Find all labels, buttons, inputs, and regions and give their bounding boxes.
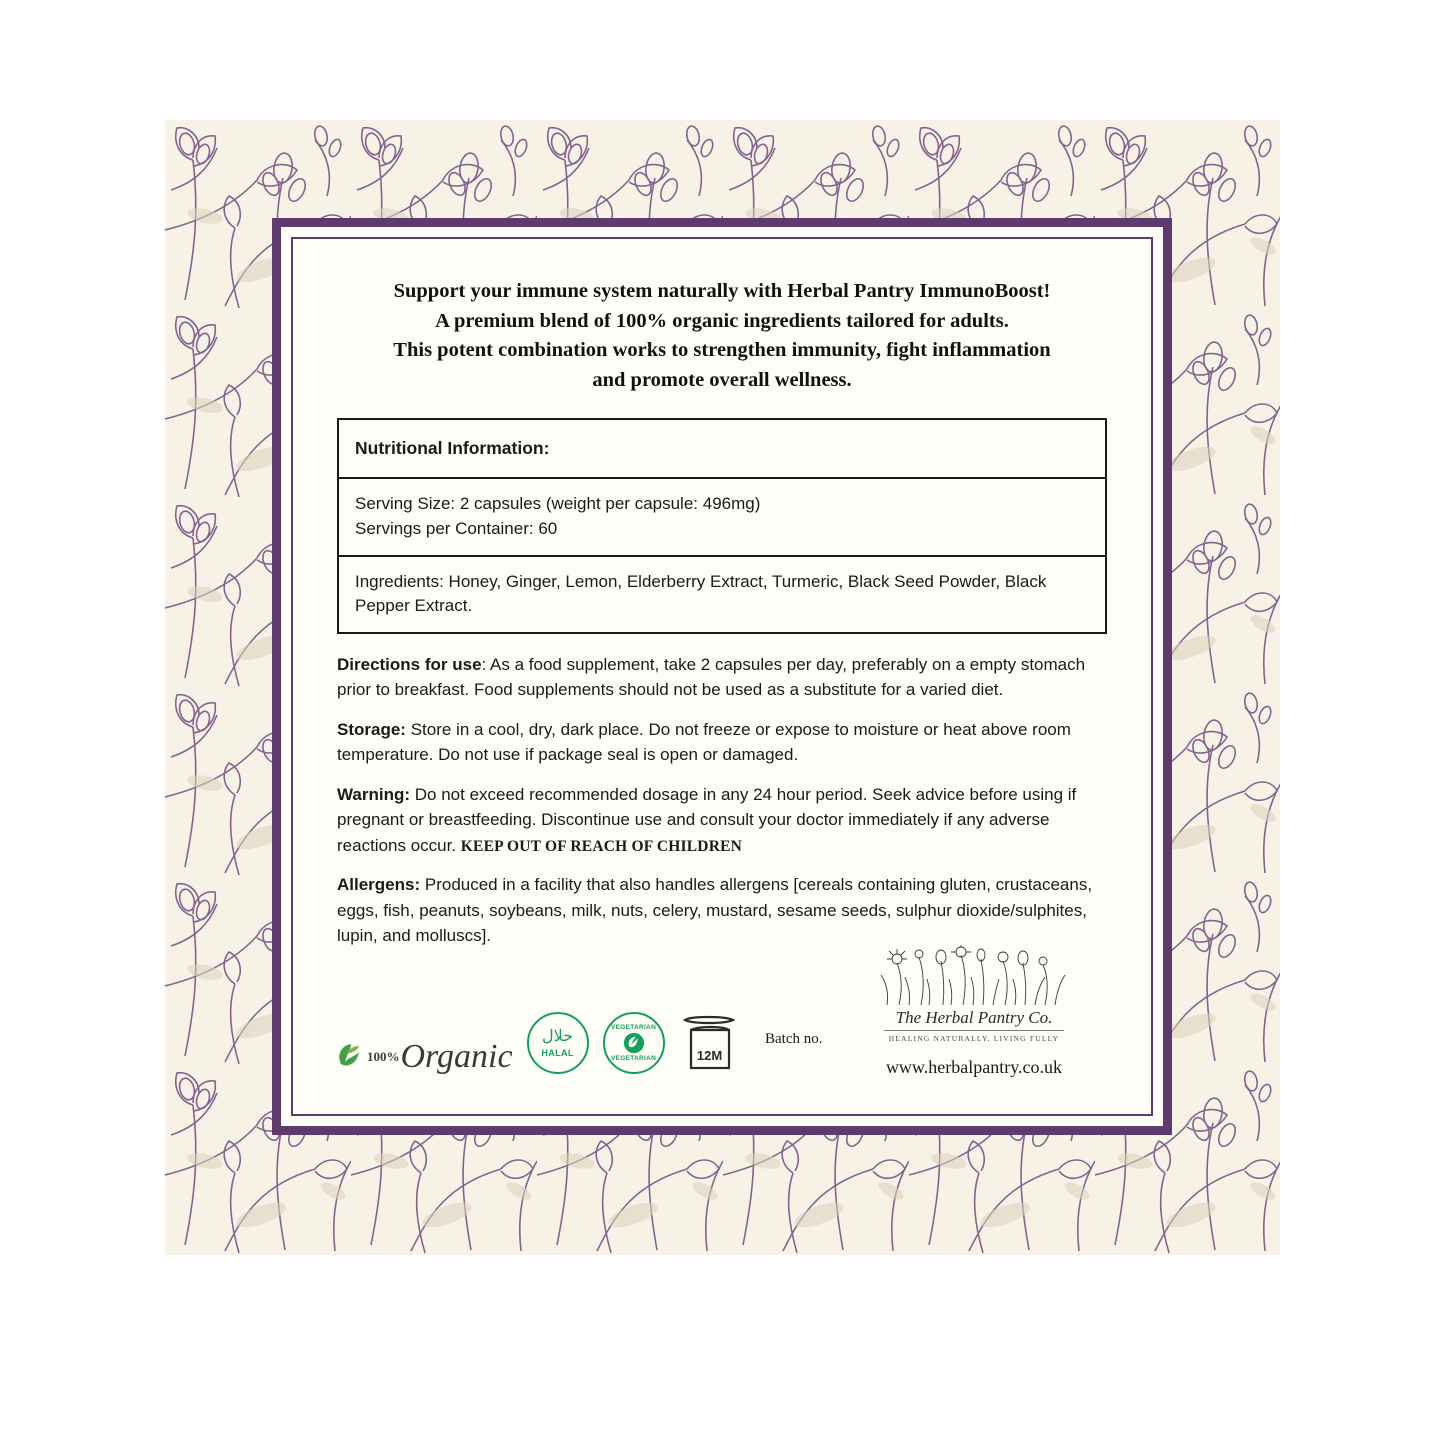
certification-badges — [335, 1012, 741, 1074]
nutritional-information-table — [337, 418, 1107, 634]
organic-badge — [335, 1040, 513, 1074]
open-jar-icon — [679, 1014, 741, 1074]
brand-tagline: HEALING NATURALLY, LIVING FULLY — [884, 1030, 1064, 1043]
halal-label: HALAL — [541, 1047, 574, 1058]
headline-line-2: A premium blend of 100% organic ingredients tailored for adults. — [435, 309, 1009, 332]
pao-months: 12M — [696, 1048, 723, 1063]
warning-paragraph — [337, 782, 1107, 859]
directions-paragraph — [337, 652, 1107, 703]
warning-text: Do not exceed recommended dosage in any 24 hour period. Seek advice before using if pregnant or breastfeeding. Discontinue use and consult your doctor immediately if any adverse reactions occur. — [337, 784, 1077, 855]
period-after-opening-badge — [679, 1014, 741, 1074]
label-frame — [272, 218, 1172, 1135]
storage-label: Storage: — [337, 719, 406, 739]
brand-block — [839, 945, 1109, 1078]
headline-line-1: Support your immune system naturally with Herbal Pantry ImmunoBoost! — [393, 280, 1051, 302]
allergens-text: Produced in a facility that also handles allergens [cereals containing gluten, crustaceans, eggs, fish, peanuts, soybeans, milk, nuts, celery, mustard, sesame seeds, sulphur dioxide/sulphites, lupin, and molluscs]. — [337, 875, 1093, 946]
label-footer — [335, 946, 1109, 1096]
vegetarian-bottom-label: VEGETARIAN — [610, 1055, 657, 1062]
directions-label: Directions for use — [337, 654, 482, 674]
keep-out-of-reach-notice: KEEP OUT OF REACH OF CHILDREN — [460, 837, 743, 855]
serving-size: Serving Size: 2 capsules (weight per capsule: 496mg) — [355, 494, 761, 514]
label-content — [293, 239, 1151, 1114]
warning-label: Warning: — [337, 784, 411, 804]
batch-number-label: Batch no. — [765, 1031, 823, 1047]
allergens-paragraph — [337, 872, 1107, 949]
servings-per-container: Servings per Container: 60 — [355, 518, 558, 538]
headline-line-4: and promote overall wellness. — [592, 369, 852, 392]
ingredients-row: Ingredients: Honey, Ginger, Lemon, Elderberry Extract, Turmeric, Black Seed Powder, Black Pepper Extract. — [339, 555, 1105, 632]
vegetarian-badge — [603, 1012, 665, 1074]
allergens-label: Allergens: — [337, 875, 421, 895]
headline-line-3: This potent combination works to strengthen immunity, fight inflammation — [393, 339, 1051, 362]
halal-arabic-text: حلال — [542, 1027, 574, 1045]
nutrition-serving-row — [339, 477, 1105, 554]
brand-name: The Herbal Pantry Co. — [895, 1008, 1053, 1027]
nutrition-title: Nutritional Information: — [355, 437, 550, 458]
storage-text: Store in a cool, dry, dark place. Do not freeze or expose to moisture or heat above room temperature. Do not use if package seal is open or damaged. — [337, 719, 1071, 765]
storage-paragraph — [337, 717, 1107, 768]
wildflower-logo-icon — [859, 945, 1089, 1007]
headline — [335, 277, 1109, 396]
vegetarian-leaf-icon — [623, 1032, 645, 1054]
organic-percent: 100% — [367, 1049, 400, 1064]
directions-text: : As a food supplement, take 2 capsules per day, preferably on a empty stomach prior to breakfast. Food supplements should not be used as a substitute for a varied diet. — [337, 654, 1086, 700]
organic-word: Organic — [400, 1038, 513, 1075]
halal-badge — [527, 1012, 589, 1074]
leaf-icon — [335, 1040, 365, 1074]
vegetarian-top-label: VEGETARIAN — [610, 1024, 657, 1031]
label-frame-inner — [291, 237, 1153, 1116]
brand-website[interactable]: www.herbalpantry.co.uk — [885, 1057, 1063, 1077]
